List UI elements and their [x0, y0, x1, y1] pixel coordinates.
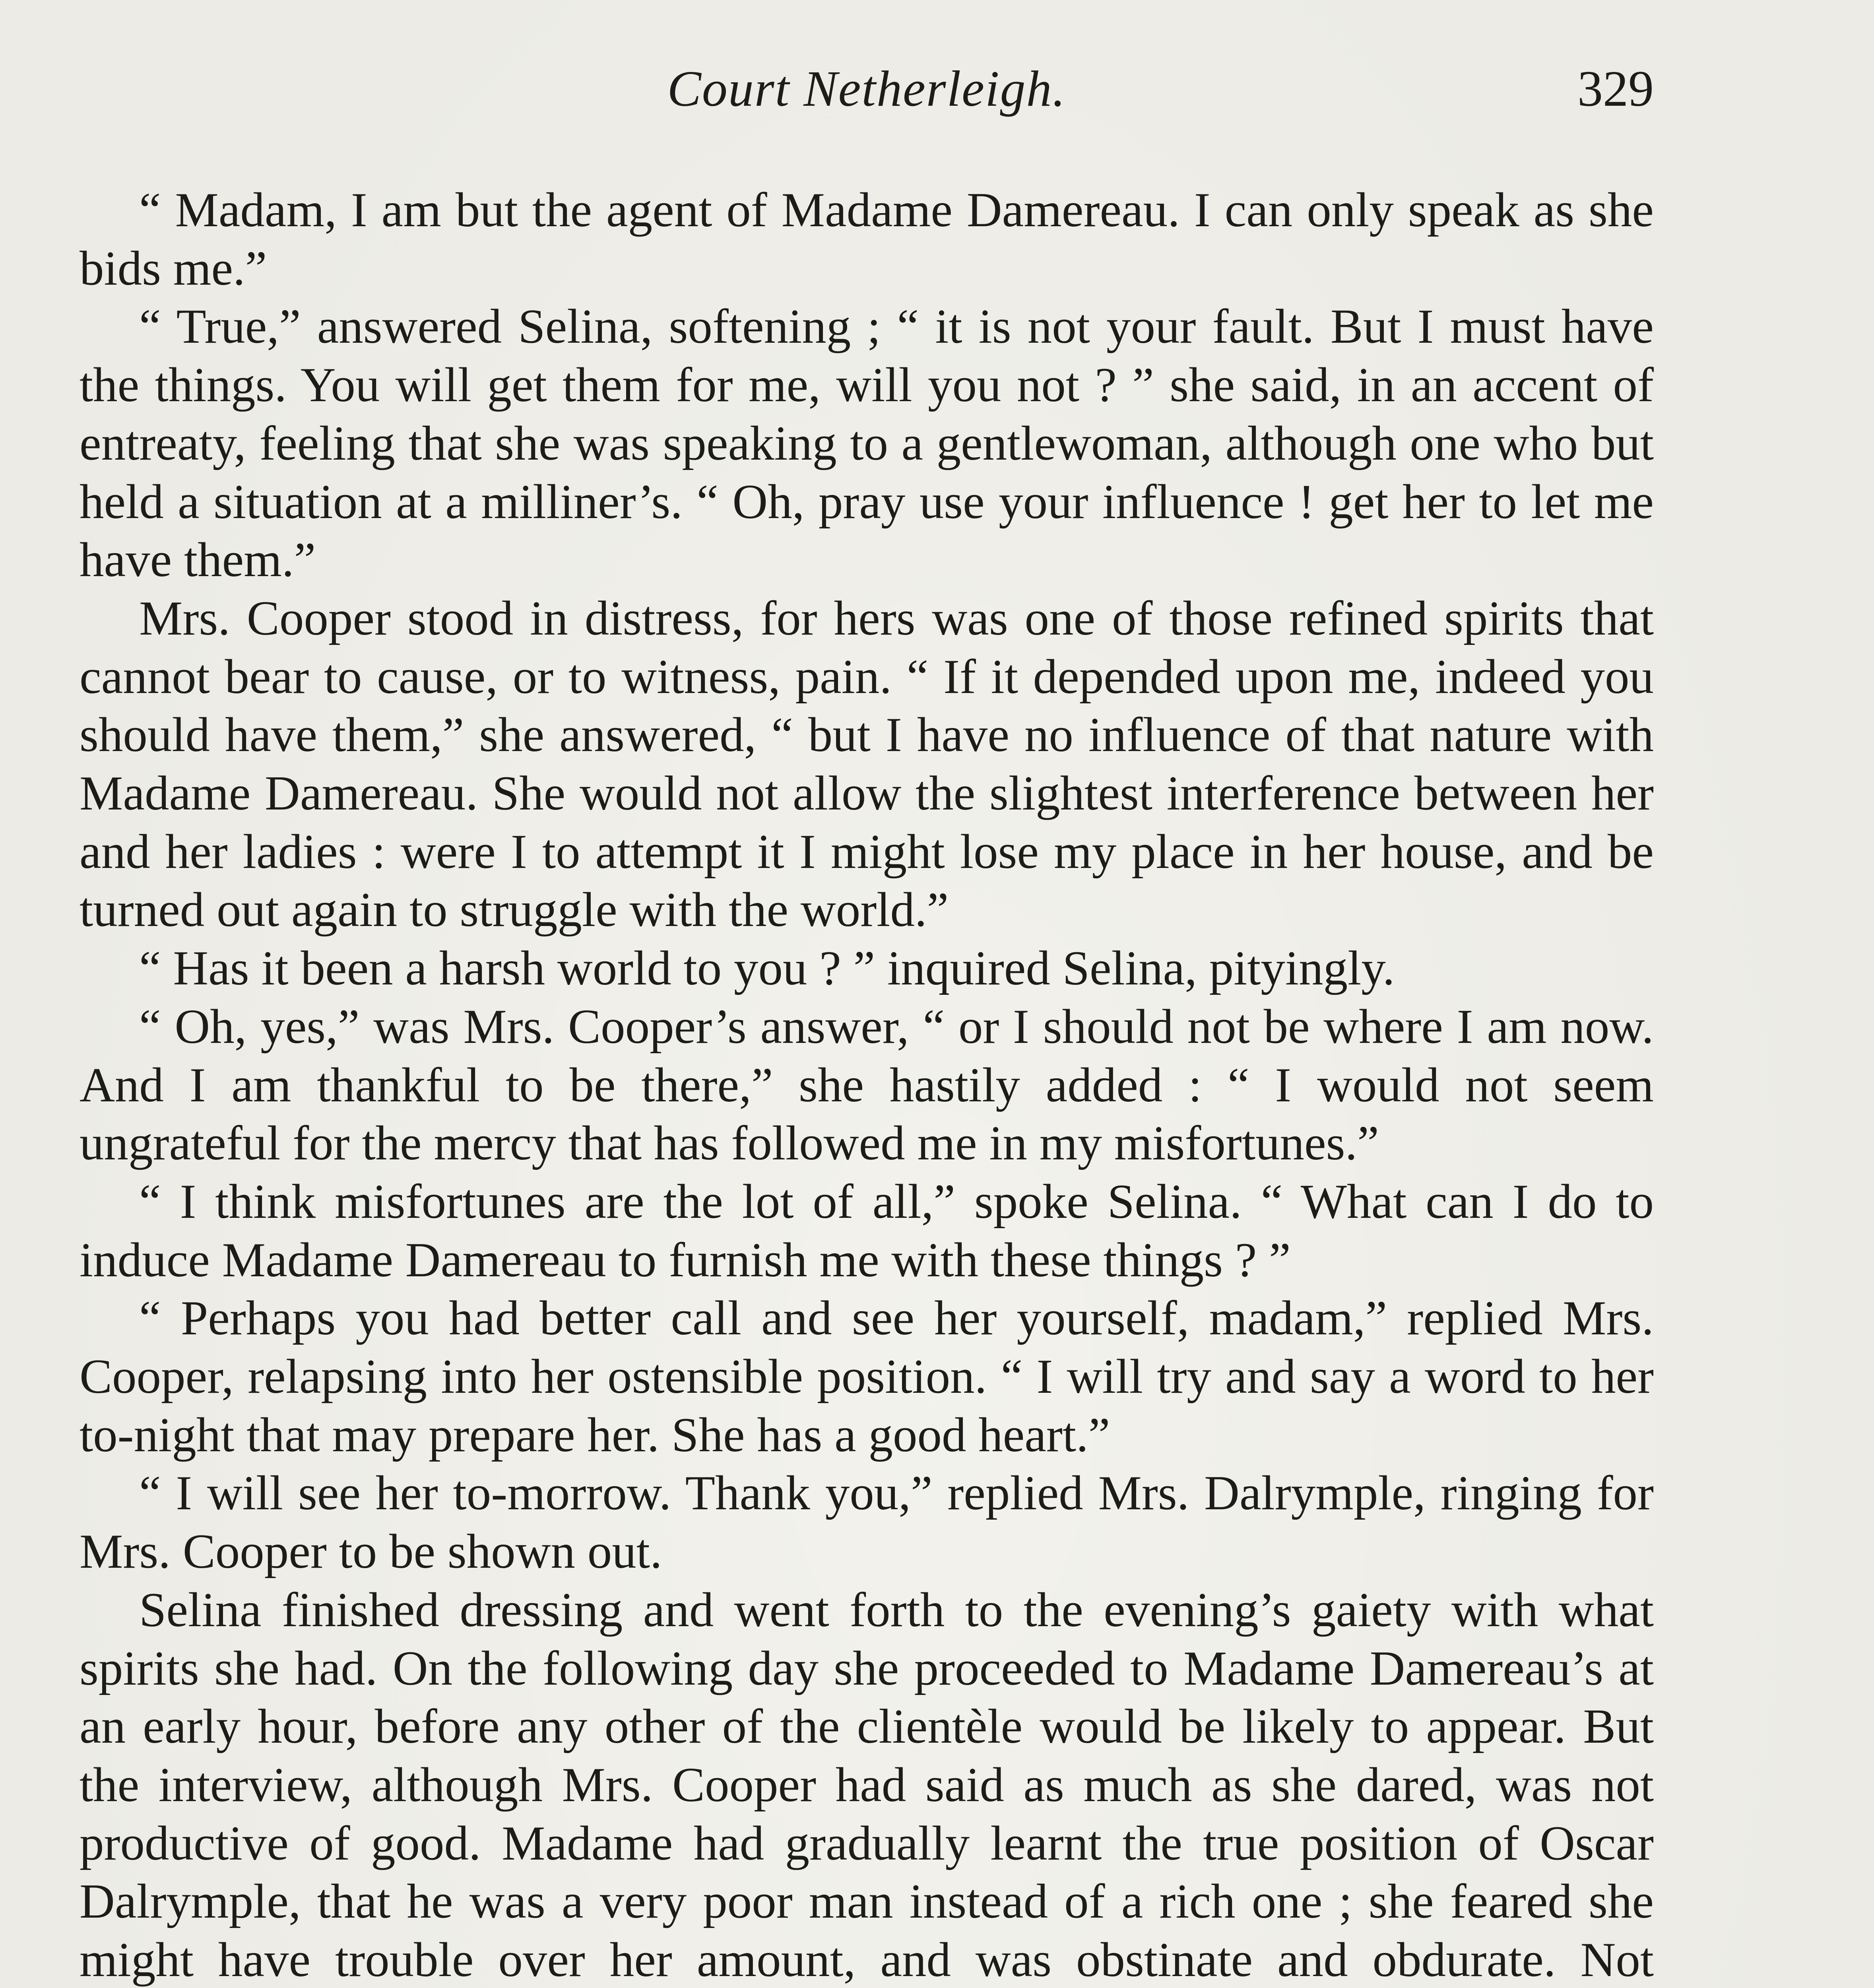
- paragraph: Selina finished dressing and went forth to the evening’s gaiety with what spirits she had. On the following day she proceeded to Madame Damereau’s at an early hour, before any other of the clientèle would be likely to appear. But the interview, although Mrs. Cooper had said as much as she dared, was not productive of good. Madame had gradually learnt the true position of Oscar Dalrymple, that he was a very poor man instead of a rich one ; she feared she might have trouble over her amount, and was obstinate and obdurate. Not: [80, 1582, 1654, 1987]
- running-head: [80, 60, 1654, 139]
- paragraph: Mrs. Cooper stood in distress, for hers was one of those refined spirits that cannot bear to cause, or to witness, pain. “ If it depended upon me, indeed you should have them,” she answered, “ but I have no influence of that nature with Madame Damereau. She would not allow the slightest interference between her and her ladies : were I to attempt it I might lose my place in her house, and be turned out again to struggle with the world.”: [80, 590, 1654, 937]
- paragraph: “ True,” answered Selina, softening ; “ it is not your fault. But I must have the things. You will get them for me, will you not ? ” she said, in an accent of entreaty, feeling that she was speaking to a gentlewoman, although one who but held a situation at a milliner’s. “ Oh, pray use your influence ! get her to let me have them.”: [80, 299, 1654, 587]
- paragraph: “ Perhaps you had better call and see her yourself, madam,” replied Mrs. Cooper, relapsing into her ostensible position. “ I will try and say a word to her to-night that may prepare her. She has a good heart.”: [80, 1291, 1654, 1462]
- paragraph: “ I think misfortunes are the lot of all,” spoke Selina. “ What can I do to induce Madame Damereau to furnish me with these things ? ”: [80, 1174, 1654, 1287]
- paragraph: “ I will see her to-morrow. Thank you,” replied Mrs. Dalrymple, ringing for Mrs. Cooper to be shown out.: [80, 1466, 1654, 1579]
- paragraph: “ Oh, yes,” was Mrs. Cooper’s answer, “ or I should not be where I am now. And I am thankful to be there,” she hastily added : “ I would not seem ungrateful for the mercy that has followed me in my misfortunes.”: [80, 999, 1654, 1171]
- running-title: Court Netherleigh.: [667, 60, 1066, 117]
- paragraph: “ Madam, I am but the agent of Madame Damereau. I can only speak as she bids me.”: [80, 182, 1654, 295]
- page-number: 329: [1577, 60, 1654, 117]
- paragraph: “ Has it been a harsh world to you ? ” inquired Selina, pityingly.: [139, 941, 1395, 996]
- body-text: [80, 181, 1654, 1988]
